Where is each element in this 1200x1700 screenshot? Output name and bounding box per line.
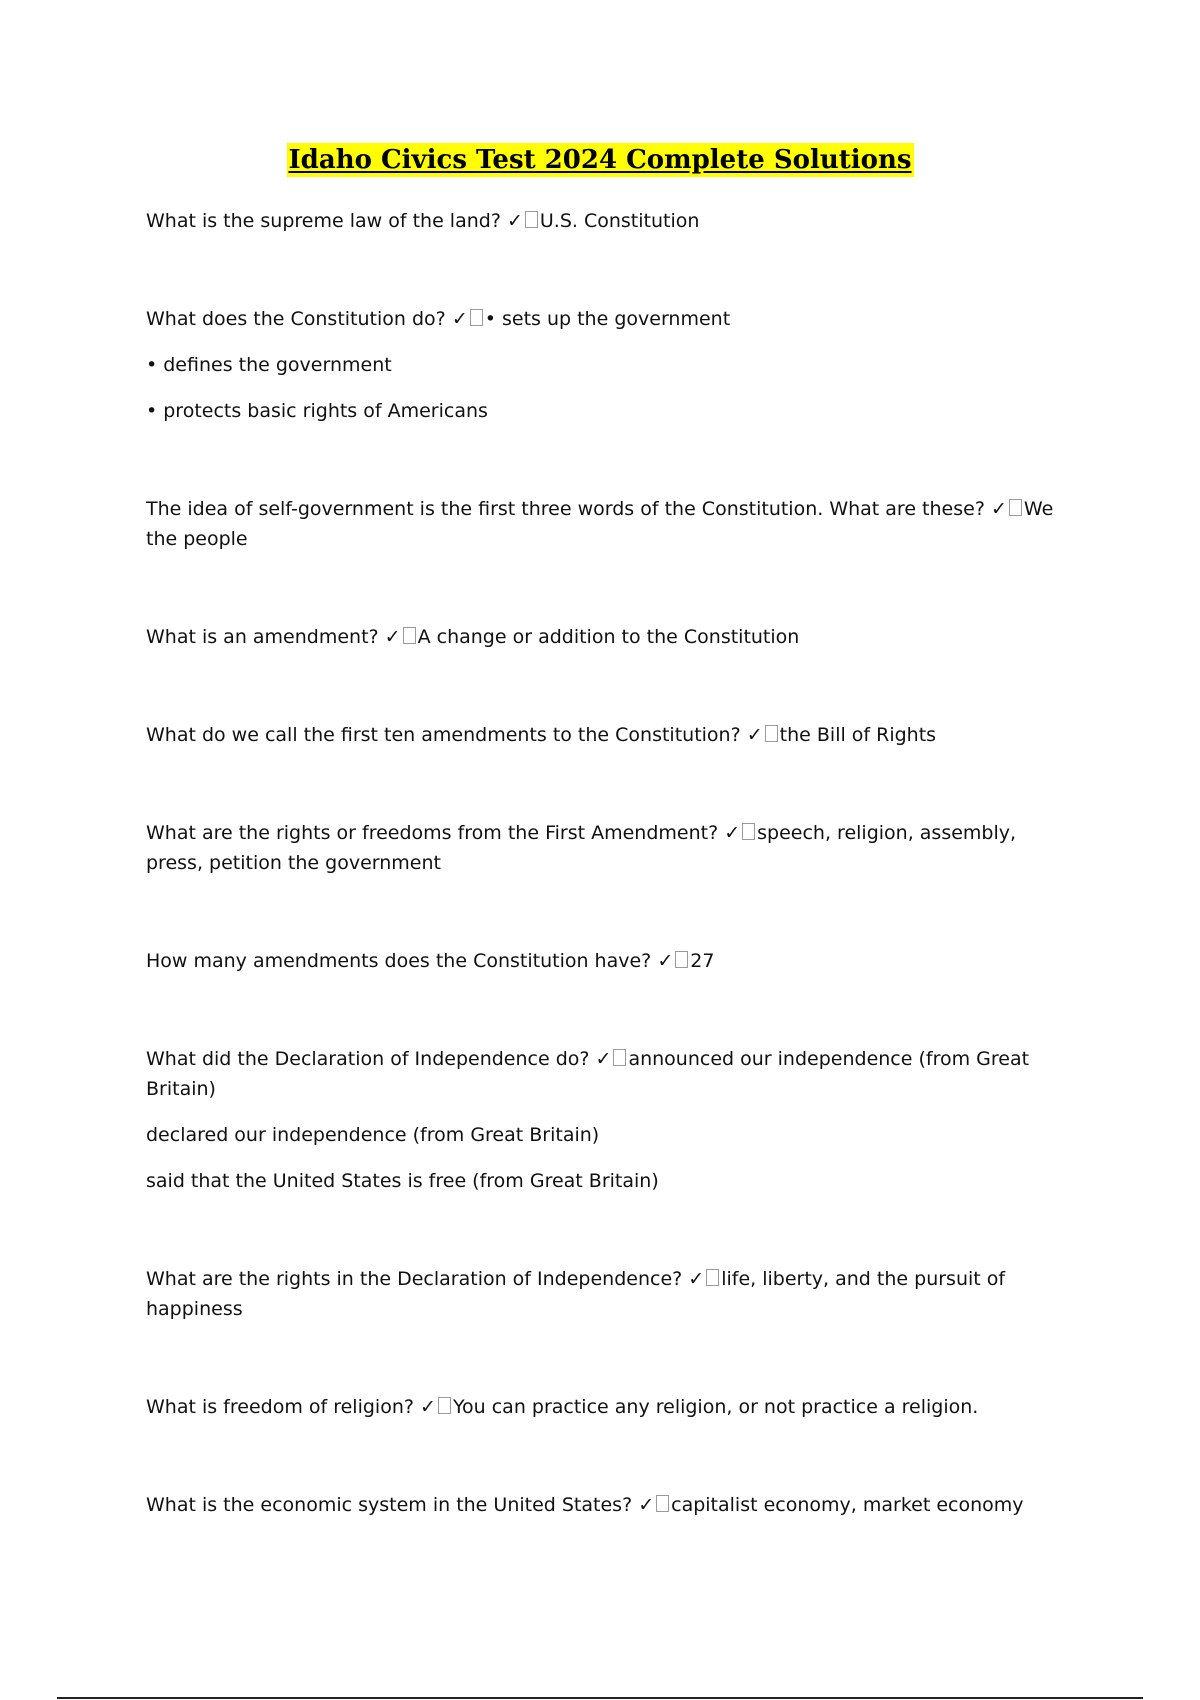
qa-line (146, 206, 1076, 236)
check-mark-icon: ✓ (506, 210, 523, 232)
qa-line (146, 946, 1076, 976)
answer-text: • sets up the government (484, 308, 731, 330)
answer-text: We the people (146, 498, 1054, 550)
question-text: The idea of self-government is the first three words of the Constitution. What are these? (146, 498, 985, 520)
answer-text: the Bill of Rights (779, 724, 937, 746)
qa-item (146, 494, 1076, 554)
qa-item (146, 1044, 1076, 1196)
check-mark-icon: ✓ (990, 498, 1007, 520)
qa-item (146, 1392, 1076, 1422)
answer-text: speech, religion, assembly, press, petition the government (146, 822, 1017, 874)
document-title: Idaho Civics Test 2024 Complete Solutions (288, 145, 912, 175)
qa-line (146, 1044, 1076, 1104)
qa-line (146, 1392, 1076, 1422)
answer-text: life, liberty, and the pursuit of happiness (146, 1268, 1006, 1320)
qa-item (146, 818, 1076, 878)
answer-text: A change or addition to the Constitution (417, 626, 800, 648)
qa-item (146, 1264, 1076, 1324)
qa-line (146, 1264, 1076, 1324)
qa-line (146, 818, 1076, 878)
qa-item (146, 946, 1076, 976)
qa-line (146, 1490, 1076, 1520)
qa-list (146, 206, 1076, 1588)
answer-text: You can practice any religion, or not practice a religion. (452, 1396, 979, 1418)
question-text: What are the rights in the Declaration of Independence? (146, 1268, 683, 1290)
answer-continuation: declared our independence (from Great Britain) (146, 1124, 600, 1146)
empty-box-icon (470, 309, 483, 326)
empty-box-icon (742, 823, 755, 840)
question-text: What are the rights or freedoms from the First Amendment? (146, 822, 719, 844)
empty-box-icon (438, 1397, 451, 1414)
title-container (0, 143, 1200, 177)
answer-text: announced our independence (from Great Britain) (146, 1048, 1030, 1100)
question-text: What is freedom of religion? (146, 1396, 414, 1418)
question-text: What is the economic system in the United States? (146, 1494, 633, 1516)
check-mark-icon: ✓ (657, 950, 674, 972)
empty-box-icon (403, 627, 416, 644)
answer-continuation: said that the United States is free (from Great Britain) (146, 1170, 659, 1192)
qa-item (146, 304, 1076, 426)
check-mark-icon: ✓ (384, 626, 401, 648)
check-mark-icon: ✓ (595, 1048, 612, 1070)
qa-line (146, 304, 1076, 334)
answer-text: 27 (690, 950, 715, 972)
question-text: What did the Declaration of Independence do? (146, 1048, 590, 1070)
qa-item (146, 720, 1076, 750)
question-text: What do we call the first ten amendments to the Constitution? (146, 724, 741, 746)
qa-line (146, 494, 1076, 554)
empty-box-icon (765, 725, 778, 742)
answer-continuation: • defines the government (146, 354, 392, 376)
answer-text: capitalist economy, market economy (671, 1494, 1024, 1516)
check-mark-icon: ✓ (746, 724, 763, 746)
check-mark-icon: ✓ (638, 1494, 655, 1516)
empty-box-icon (525, 211, 538, 228)
qa-line (146, 720, 1076, 750)
answer-text: U.S. Constitution (539, 210, 700, 232)
footer-divider (57, 1697, 1143, 1699)
qa-line (146, 622, 1076, 652)
empty-box-icon (613, 1049, 626, 1066)
question-text: How many amendments does the Constitution have? (146, 950, 652, 972)
empty-box-icon (706, 1269, 719, 1286)
check-mark-icon: ✓ (420, 1396, 436, 1418)
qa-item (146, 622, 1076, 652)
question-text: What does the Constitution do? (146, 308, 446, 330)
check-mark-icon: ✓ (451, 308, 468, 330)
qa-item (146, 1490, 1076, 1520)
empty-box-icon (675, 951, 688, 968)
empty-box-icon (656, 1495, 669, 1512)
check-mark-icon: ✓ (724, 822, 741, 844)
question-text: What is the supreme law of the land? (146, 210, 501, 232)
check-mark-icon: ✓ (688, 1268, 705, 1290)
question-text: What is an amendment? (146, 626, 379, 648)
answer-continuation: • protects basic rights of Americans (146, 400, 488, 422)
qa-item (146, 206, 1076, 236)
empty-box-icon (1009, 499, 1022, 516)
